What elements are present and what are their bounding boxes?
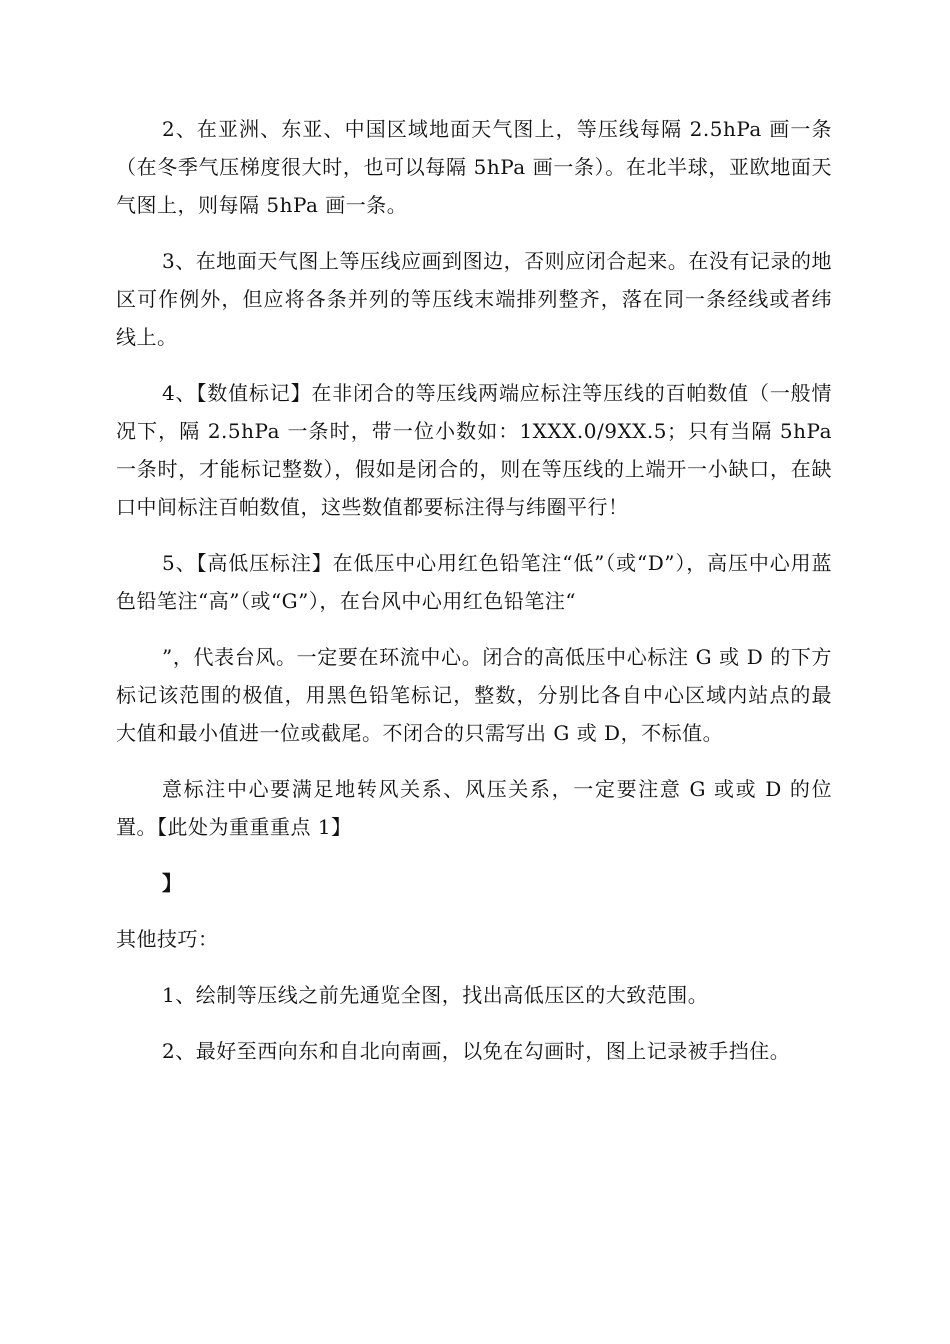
paragraph-isobar-interval: 2、在亚洲、东亚、中国区域地面天气图上，等压线每隔 2.5hPa 画一条（在冬季气压梯度很大时，也可以每隔 5hPa 画一条）。在北半球，亚欧地面天气图上，则每隔 5hPa 画一条。 bbox=[116, 117, 832, 217]
paragraph-value-labeling: 4、【数值标记】在非闭合的等压线两端应标注等压线的百帕数值（一般情况下，隔 2.5hPa 一条时，带一位小数如：1XXX.0/9XX.5；只有当隔 5hPa 一条时，才能标记整数），假如是闭合的，则在等压线的上端开一小缺口，在缺口中间标注百帕数值，这些数值都要标注得与纬圈平行！ bbox=[116, 381, 832, 519]
document-body bbox=[116, 110, 832, 1070]
paragraph-center-note: 意标注中心要满足地转风关系、风压关系，一定要注意 G 或或 D 的位置。【此处为重重重点 1】 bbox=[116, 777, 832, 839]
paragraph-tip-drawing-direction: 2、最好至西向东和自北向南画，以免在勾画时，图上记录被手挡住。 bbox=[162, 1039, 791, 1063]
paragraph-tip-overview: 1、绘制等压线之前先通览全图，找出高低压区的大致范围。 bbox=[162, 983, 709, 1007]
paragraph-high-low-labeling: 5、【高低压标注】在低压中心用红色铅笔注“低”（或“D”），高压中心用蓝色铅笔注“高”（或“G”），在台风中心用红色铅笔注“ bbox=[116, 551, 832, 613]
paragraph-typhoon-center: ”，代表台风。一定要在环流中心。闭合的高低压中心标注 G 或 D 的下方标记该范围的极值，用黑色铅笔标记，整数，分别比各自中心区域内站点的最大值和最小值进一位或截尾。不闭合的只需写出 G 或 D，不标值。 bbox=[116, 645, 832, 745]
paragraph-isobar-closure: 3、在地面天气图上等压线应画到图边，否则应闭合起来。在没有记录的地区可作例外，但应将各条并列的等压线末端排列整齐，落在同一条经线或者纬线上。 bbox=[116, 249, 832, 349]
paragraph-closing-bracket: 】 bbox=[162, 871, 183, 895]
heading-other-tips: 其他技巧： bbox=[116, 927, 219, 951]
